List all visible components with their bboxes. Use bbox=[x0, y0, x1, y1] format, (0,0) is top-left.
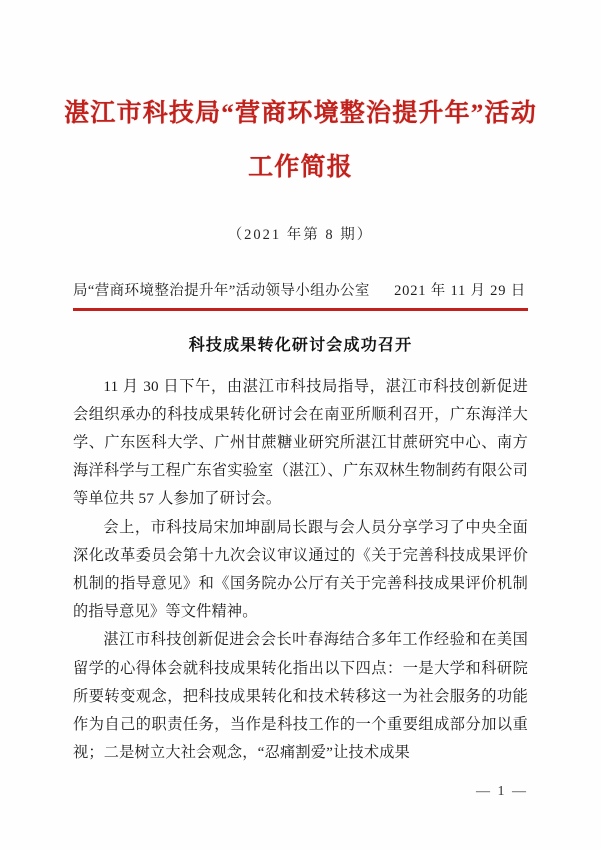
document-header-row bbox=[0, 280, 601, 302]
article bbox=[0, 333, 601, 768]
page-number: — 1 — bbox=[476, 784, 528, 799]
article-paragraph: 会上，市科技局宋加坤副局长跟与会人员分享学习了中央全面深化改革委员会第十九次会议审议通过的《关于完善科技成果评价机制的指导意见》和《国务院办公厅有关于完善科技成果评价机制的指导意见》等文件精神。 bbox=[73, 518, 528, 621]
masthead bbox=[0, 0, 601, 194]
issuing-organization: 局“营商环境整治提升年”活动领导小组办公室 bbox=[73, 283, 370, 299]
issue-date: 2021 年 11 月 29 日 bbox=[394, 283, 526, 299]
article-title: 科技成果转化研讨会成功召开 bbox=[188, 336, 413, 354]
article-paragraph: 湛江市科技创新促进会会长叶春海结合多年工作经验和在美国留学的心得体会就科技成果转化指出以下四点：一是大学和科研院所要转变观念，把科技成果转化和技术转移这一为社会服务的功能作为自己的职责任务，当作是科技工作的一个重要组成部分加以重视；二是树立大社会观念，“忍痛割爱”让技术成果 bbox=[73, 631, 528, 762]
article-body bbox=[73, 373, 528, 768]
issue-number: （2021 年第 8 期） bbox=[227, 227, 374, 243]
header-red-divider bbox=[73, 308, 528, 311]
article-paragraph: 11 月 30 日下午，由湛江市科技局指导，湛江市科技创新促进会组织承办的科技成果转化研讨会在南亚所顺利召开，广东海洋大学、广东医科大学、广州甘蔗糖业研究所湛江甘蔗研究中心、南方海洋科学与工程广东省实验室（湛江）、广东双林生物制药有限公司等单位共 57 人参加了研讨会。 bbox=[73, 377, 528, 508]
masthead-title-line-1: 湛江市科技局“营商环境整治提升年”活动 bbox=[64, 100, 537, 127]
masthead-title-line-2: 工作简报 bbox=[248, 154, 353, 181]
